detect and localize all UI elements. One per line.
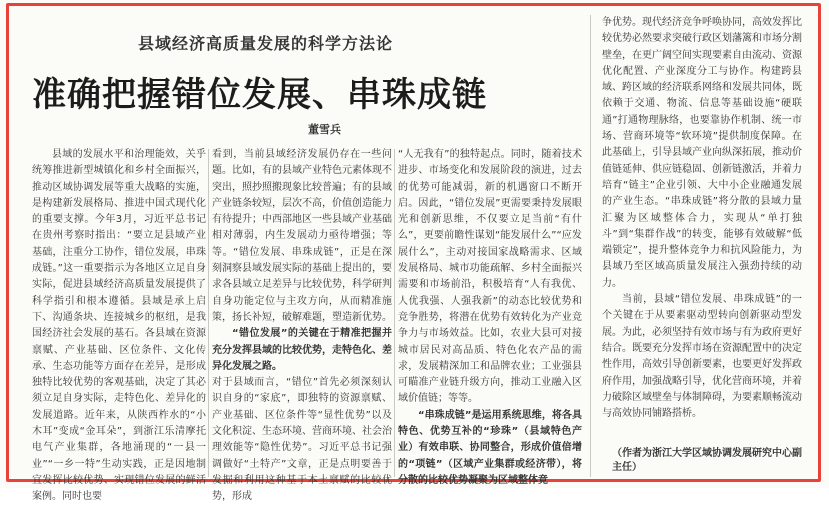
paragraph: 争优势。现代经济竞争呼唤协同，高效发挥比较优势必然要求突破行政区划藩篱和市场分割壁垒，在更广阔空间实现要素自由流动、资源优化配置、产业深度分工与协作。构建跨县域、跨区域的经济联系网络和发展共同体，既依赖于交通、物流、信息等基础设施“硬联通”打通物理脉络，也要靠协作机制、统一市场、营商环境等“软环境”提供制度保障。在此基础上，引导县域产业向纵深拓展，推动价值链延伸、供应链稳固、创新链激活，并着力培育“链主”企业引领、大中小企业融通发展的产业生态。“串珠成链”将分散的县域力量汇聚为区域整体合力，实现从“单打独斗”到“集群作战”的转变，能够有效破解“低端锁定”，提升整体竞争力和抗风险能力，为县域乃至区域高质量发展注入强劲持续的动力。	[602, 17, 802, 289]
column-divider	[590, 15, 591, 477]
article-byline: 董雪兵	[308, 123, 341, 136]
column-divider	[394, 149, 395, 477]
article-column-4	[602, 15, 802, 445]
article-column-2	[212, 147, 392, 503]
article-headline: 准确把握错位发展、串珠成链	[32, 75, 487, 115]
section-subhead: “串珠成链”是运用系统思维，将各具特色、优势互补的“珍珠”（县域特色产业）有效串联、协同整合，形成价值倍增的“项链”（区域产业集群或经济带），将分散的比较优势凝聚为区域整体竞	[398, 409, 582, 486]
section-subhead: “错位发展”的关键在于精准把握并充分发挥县域的比较优势，走特色化、差异化发展之路。	[212, 328, 392, 372]
article-column-1: 县域的发展水平和治理能效，关乎统筹推进新型城镇化和乡村全面振兴，推动区域协调发展等重大战略的实施，是构建新发展格局、推进中国式现代化的重要支撑。今年3月，习近平总书记在贵州考察时指出：“要立足县域产业基础，注重分工协作，错位发展，串珠成链。”这一重要指示为各地区立足自身实际，促进县域经济高质量发展提供了科学指引和根本遵循。县域是承上启下、沟通条块、连接城乡的枢纽，是我国经济社会发展的基石。各县域在资源禀赋、产业基础、区位条件、文化传承、生态功能等方面存在差异，是形成独特比较优势的客观基础，决定了其必须立足自身实际，走特色化、差异化的发展道路。近年来，从陕西柞水的“小木耳”变成“金耳朵”，到浙江乐清摩托电气产业集群，各地涌现的“一县一业”“一乡一特”生动实践，正是因地制宜发挥比较优势、实现错位发展的鲜活案例。同时也要	[32, 149, 206, 503]
column-divider	[208, 149, 209, 477]
article-column-3	[398, 147, 582, 486]
article-kicker: 县域经济高质量发展的科学方法论	[138, 34, 394, 53]
paragraph: 看到，当前县域经济发展仍存在一些问题。比如，有的县域产业特色元素体现不突出，照抄照搬现象比较普遍；有的县域产业链条较短，层次不高，价值创造能力有待提升；中西部地区一些县域产业基础相对薄弱，内生发展动力亟待增强；等等。“错位发展、串珠成链”，正是在深刻洞察县域发展实际的基础上提出的，要求各县域立足差异与比较优势，科学研判自身功能定位与主攻方向，从而精准施策，扬长补短，破解难题，塑造新优势。	[212, 149, 392, 323]
article	[12, 7, 816, 503]
paragraph: 当前，县域“错位发展、串珠成链”的一个关键在于从要素驱动型转向创新驱动型发展。为此，必须坚持有效市场与有为政府更好结合。既要充分发挥市场在资源配置中的决定性作用，高效引导创新要素，也要更好发挥政府作用，加强战略引导，优化营商环境，并着力破除区域壁垒与体制障碍，为要素顺畅流动与高效协同铺路搭桥。	[602, 294, 802, 420]
author-note: （作者为浙江大学区域协调发展研究中心副主任）	[612, 448, 802, 473]
paragraph: “人无我有”的独特起点。同时，随着技术进步、市场变化和发展阶段的演进，过去的优势可能减弱，新的机遇窗口不断开启。因此，“错位发展”更需要秉持发展眼光和创新思维，不仅要立足当前“有什么”，更要前瞻性谋划“能发展什么”“应发展什么”，主动对接国家战略需求、区域发展格局、城市功能疏解、乡村全面振兴需要和市场前沿，积极培育“人有我优、人优我强、人强我新”的动态比较优势和竞争胜势，将潜在优势有效转化为产业竞争力与市场效益。比如，农业大县可对接城市居民对高品质、特色化农产品的需求，发展精深加工和品牌农业；工业强县可瞄准产业链升级方向，推动工业融入区域价值链；等等。	[398, 149, 582, 405]
paragraph: 对于县域而言，“错位”首先必须深刻认识自身的“家底”，即独特的资源禀赋、产业基础、区位条件等“显性优势”以及文化积淀、生态环境、营商环境、社会治理效能等“隐性优势”。习近平总书记强调做好“土特产”文章，正是点明要善于发掘和利用这种基于本土禀赋的比较优势，形成	[212, 377, 392, 503]
